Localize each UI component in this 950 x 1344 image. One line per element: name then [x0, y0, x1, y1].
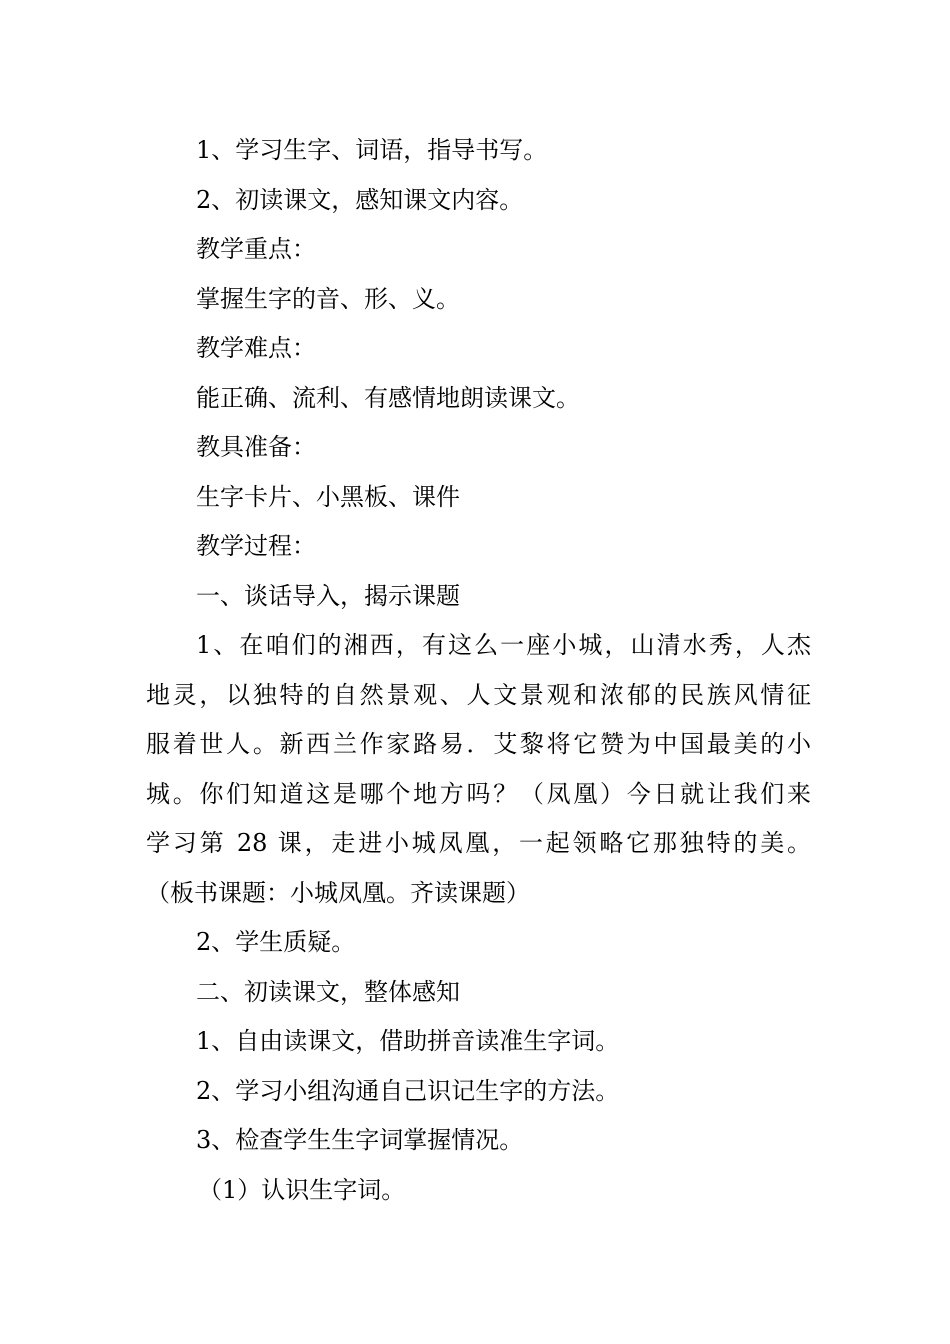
paragraph-line: 服着世人。新西兰作家路易．艾黎将它赞为中国最美的小	[146, 730, 811, 758]
step-2-group-share: 2、学习小组沟通自己识记生字的方法。	[196, 1076, 620, 1105]
step-2-question: 2、学生质疑。	[196, 928, 356, 956]
paragraph-line: 地灵，以独特的自然景观、人文景观和浓郁的民族风情征	[146, 680, 811, 709]
step-1-free-reading: 1、自由读课文，借助拼音读准生字词。	[196, 1027, 620, 1055]
sub-step-1-recognize: （1）认识生字词。	[198, 1175, 406, 1204]
paragraph-line: （板书课题：小城凤凰。齐读课题）	[146, 878, 530, 907]
difficulties-heading: 教学难点：	[196, 334, 316, 362]
paragraph-line: 1、在咱们的湘西，有这么一座小城，山清水秀，人杰	[196, 631, 811, 659]
section-2-heading: 二、初读课文，整体感知	[196, 977, 460, 1006]
paragraph-line: 学习第 28 课，走进小城凤凰，一起领略它那独特的美。	[146, 829, 811, 857]
materials-text: 生字卡片、小黑板、课件	[196, 482, 460, 511]
objective-1: 1、学习生字、词语，指导书写。	[196, 136, 548, 164]
document-body	[146, 126, 811, 1215]
step-3-check: 3、检查学生生字词掌握情况。	[196, 1126, 524, 1154]
paragraph-line: 城。你们知道这是哪个地方吗？（凤凰）今日就让我们来	[146, 779, 811, 808]
objective-2: 2、初读课文，感知课文内容。	[196, 185, 524, 214]
difficulties-text: 能正确、流利、有感情地朗读课文。	[196, 383, 580, 412]
key-points-heading: 教学重点：	[196, 235, 316, 263]
section-1-heading: 一、谈话导入，揭示课题	[196, 581, 460, 610]
key-points-text: 掌握生字的音、形、义。	[196, 284, 460, 313]
process-heading: 教学过程：	[196, 532, 316, 560]
materials-heading: 教具准备：	[196, 433, 316, 461]
